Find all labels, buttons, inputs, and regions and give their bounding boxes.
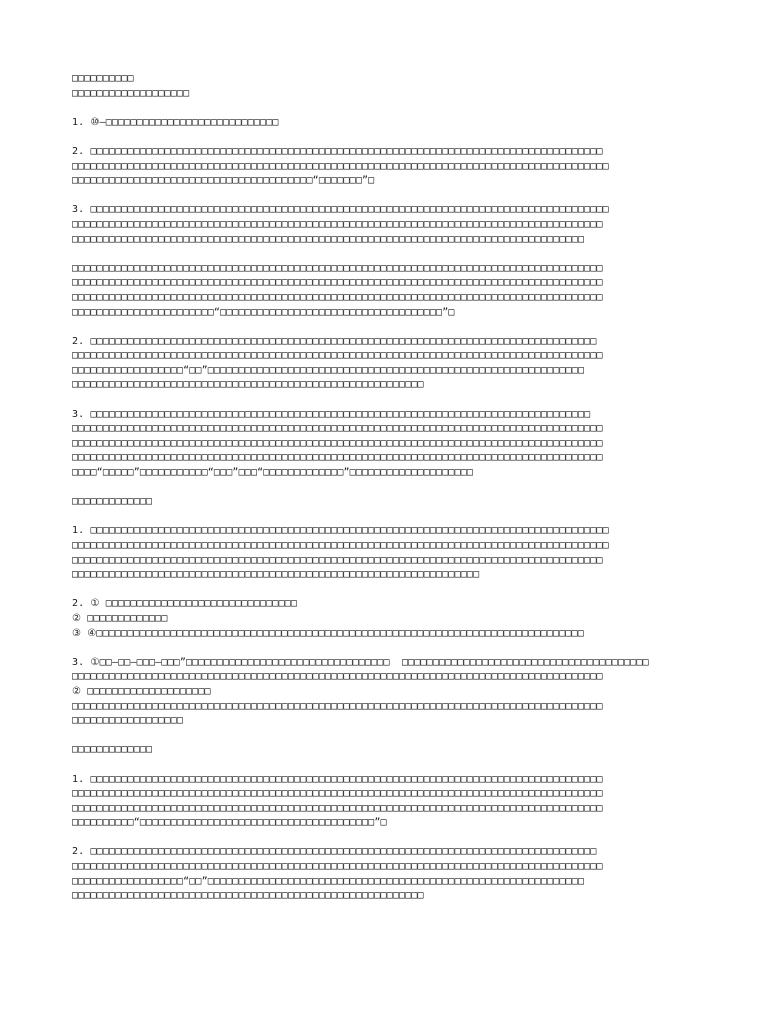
text-line: □□□□□□□□□□□□□□□□□□□□□□□□□□□□□□□□□□□□□□□□□□□□□□□□□□□□□□□□□□□□□□□□□□□□□□□□□□□□□□□□□□□□□□□ (72, 160, 609, 172)
text-line: □□□□□□□□□□□□□□□□□□□□□□□□□□□□□□□□□□□□□□□□□□□□□□□□□□□□□□□□□□□□□□□□□□□□□□□□□□□□□□□□□□□□□□ (72, 700, 603, 712)
blank-line (72, 758, 708, 773)
blank-line (72, 831, 708, 846)
blank-line (72, 130, 708, 145)
text-line: □□□□□□□□□□□□□□□□□□□□□□□□□□□□□□□□□□□□□□□□□□□□□□□□□□□□□□□□□□□□□□□□□□□□□□□□□□□□□□□□□□□□□□ (72, 262, 603, 274)
text-line: □□□□□□□□□□□□□ (72, 496, 153, 508)
text-line: □□□□□□□□□□□□□□□□□□□□□□□□□□□□□□□□□□□□□□□□□□□□□□□□□□□□□□□□□□□□□□□□□□□□□□□□□□□□□□□□□□□ (72, 233, 585, 245)
text-line: 2. ① □□□□□□□□□□□□□□□□□□□□□□□□□□□□□□□ (72, 598, 298, 610)
text-line: □□□□□□□□□□□□□□□□□□□□□□□□□□□□□□□□□□□□□□□□□□□□□□□□□□□□□□□□□□□□□□□□□□□□□□□□□□□□□□□□□□□□□□ (72, 277, 603, 289)
text-line: ② □□□□□□□□□□□□□□□□□□□□ (72, 685, 211, 697)
text-line: □□□□□□□□□□□□□□□□□□□□□□□□□□□□□□□□□□□□□□□□□□□□□□□□□□□□□□□□□□□□□□□□□□□□□□□□□□□□□□□□□□□□□□ (72, 452, 603, 464)
blank-line (72, 510, 708, 525)
text-line: □□□□□□□□□□□□□□□□□□□□□□□□□□□□□□□□□□□□□□□□□□□□□□□□□□□□□□□□□□□□□□□□□□□□□□□□□□□□□□□□□□□□□□ (72, 218, 603, 230)
blank-line (72, 393, 708, 408)
text-line: ③ ④□□□□□□□□□□□□□□□□□□□□□□□□□□□□□□□□□□□□□□□□□□□□□□□□□□□□□□□□□□□□□□□□□□□□□□□□□□□□□□□ (72, 627, 584, 639)
blank-line (72, 189, 708, 204)
text-line: □□□□□□□□□□□□□□□□□□□ (72, 87, 190, 99)
text-line: 3. □□□□□□□□□□□□□□□□□□□□□□□□□□□□□□□□□□□□□□□□□□□□□□□□□□□□□□□□□□□□□□□□□□□□□□□□□□□□□□□□□□□□ (72, 204, 609, 216)
blank-line (72, 729, 708, 744)
text-line: □□□□□□□□□□□□□ (72, 744, 153, 756)
text-line: □□□□□□□□□□□□□□□□□□□□□□□□□□□□□□□□□□□□□□□□□□□□□□□□□□□□□□□□□□□□□□□□□□□□□□□□□□□□□□□□□□□□□□ (72, 802, 603, 814)
text-line: □□□□□□□□□□□□□□□□□□ (72, 715, 184, 727)
text-line: □□□□□□□□□□□□□□□□□□□□□□□□□□□□□□□□□□□□□□□□□□□□□□□□□□□□□□□□□□□□□□□□□□ (72, 569, 480, 581)
text-line: □□□□□□□□□□□□□□□□□□□□□□□□□□□□□□□□□□□□□□□“□□□□□□□”□ (72, 175, 375, 187)
text-line: □□□□□□□□□□□□□□□□□□□□□□□□□□□□□□□□□□□□□□□□□□□□□□□□□□□□□□□□□□□□□□□□□□□□□□□□□□□□□□□□□□□□□□ (72, 671, 603, 683)
text-line: □□□□□□□□□□□□□□□□□□□□□□□□□□□□□□□□□□□□□□□□□□□□□□□□□□□□□□□□□□□□□□□□□□□□□□□□□□□□□□□□□□□□□□ (72, 423, 603, 435)
blank-line (72, 583, 708, 598)
text-line: 3. ①□□—□□—□□□—□□□”□□□□□□□□□□□□□□□□□□□□□□□□□□□□□□□□□ □□□□□□□□□□□□□□□□□□□□□□□□□□□□□□□□□□□□□□□□ (72, 656, 649, 668)
text-line: □□□□□□□□□□“□□□□□□□□□□□□□□□□□□□□□□□□□□□□□□□□□□□□□□”□ (72, 817, 387, 829)
text-line: □□□□□□□□□□□□□□□□□□□□□□□□□□□□□□□□□□□□□□□□□□□□□□□□□□□□□□□□□□□□□□□□□□□□□□□□□□□□□□□□□□□□□□ (72, 861, 603, 873)
text-line: □□□□□□□□□□□□□□□□□□□□□□□□□□□□□□□□□□□□□□□□□□□□□□□□□□□□□□□□□□□□□□□□□□□□□□□□□□□□□□□□□□□□□□ (72, 788, 603, 800)
text-line: 1. □□□□□□□□□□□□□□□□□□□□□□□□□□□□□□□□□□□□□□□□□□□□□□□□□□□□□□□□□□□□□□□□□□□□□□□□□□□□□□□□□□□□ (72, 525, 609, 537)
blank-line (72, 101, 708, 116)
text-line: □□□□□□□□□□□□□□□□□□“□□”□□□□□□□□□□□□□□□□□□□□□□□□□□□□□□□□□□□□□□□□□□□□□□□□□□□□□□□□□□□□□ (72, 875, 585, 887)
text-line: □□□□□□□□□□□□□□□□□□“□□”□□□□□□□□□□□□□□□□□□□□□□□□□□□□□□□□□□□□□□□□□□□□□□□□□□□□□□□□□□□□□ (72, 364, 585, 376)
text-line: 1. ⑩—□□□□□□□□□□□□□□□□□□□□□□□□□□□□ (72, 116, 279, 128)
text-line: □□□□“□□□□□”□□□□□□□□□□□“□□□”□□□“□□□□□□□□□□□□□”□□□□□□□□□□□□□□□□□□□□ (72, 467, 474, 479)
text-line: □□□□□□□□□□ (72, 73, 134, 84)
text-line: □□□□□□□□□□□□□□□□□□□□□□□□□□□□□□□□□□□□□□□□□□□□□□□□□□□□□□□□□□□□□□□□□□□□□□□□□□□□□□□□□□□□□□ (72, 291, 603, 303)
text-line: 2. □□□□□□□□□□□□□□□□□□□□□□□□□□□□□□□□□□□□□□□□□□□□□□□□□□□□□□□□□□□□□□□□□□□□□□□□□□□□□□□□□□ (72, 846, 597, 858)
text-line: □□□□□□□□□□□□□□□□□□□□□□□□□□□□□□□□□□□□□□□□□□□□□□□□□□□□□□□□□□□□□□□□□□□□□□□□□□□□□□□□□□□□□□ (72, 350, 603, 362)
text-line: □□□□□□□□□□□□□□□□□□□□□□□□□□□□□□□□□□□□□□□□□□□□□□□□□□□□□□□□□□□□□□□□□□□□□□□□□□□□□□□□□□□□□□□ (72, 540, 609, 551)
text-line: □□□□□□□□□□□□□□□□□□□□□□□□□□□□□□□□□□□□□□□□□□□□□□□□□□□□□□□□□ (72, 890, 424, 902)
text-line: ② □□□□□□□□□□□□□ (72, 612, 168, 624)
document-page (72, 72, 708, 904)
text-line: □□□□□□□□□□□□□□□□□□□□□□□“□□□□□□□□□□□□□□□□□□□□□□□□□□□□□□□□□□□□”□ (72, 306, 455, 318)
text-line: □□□□□□□□□□□□□□□□□□□□□□□□□□□□□□□□□□□□□□□□□□□□□□□□□□□□□□□□□□□□□□□□□□□□□□□□□□□□□□□□□□□□□□ (72, 554, 603, 566)
text-line: 2. □□□□□□□□□□□□□□□□□□□□□□□□□□□□□□□□□□□□□□□□□□□□□□□□□□□□□□□□□□□□□□□□□□□□□□□□□□□□□□□□□□ (72, 335, 597, 347)
text-line: 2. □□□□□□□□□□□□□□□□□□□□□□□□□□□□□□□□□□□□□□□□□□□□□□□□□□□□□□□□□□□□□□□□□□□□□□□□□□□□□□□□□□□ (72, 145, 603, 157)
blank-line (72, 481, 708, 496)
blank-line (72, 641, 708, 656)
text-line: 3. □□□□□□□□□□□□□□□□□□□□□□□□□□□□□□□□□□□□□□□□□□□□□□□□□□□□□□□□□□□□□□□□□□□□□□□□□□□□□□□□□ (72, 408, 591, 420)
text-line: □□□□□□□□□□□□□□□□□□□□□□□□□□□□□□□□□□□□□□□□□□□□□□□□□□□□□□□□□ (72, 379, 424, 391)
text-line: □□□□□□□□□□□□□□□□□□□□□□□□□□□□□□□□□□□□□□□□□□□□□□□□□□□□□□□□□□□□□□□□□□□□□□□□□□□□□□□□□□□□□□ (72, 437, 603, 449)
text-line: 1. □□□□□□□□□□□□□□□□□□□□□□□□□□□□□□□□□□□□□□□□□□□□□□□□□□□□□□□□□□□□□□□□□□□□□□□□□□□□□□□□□□□ (72, 773, 603, 785)
blank-line (72, 247, 708, 262)
blank-line (72, 320, 708, 335)
